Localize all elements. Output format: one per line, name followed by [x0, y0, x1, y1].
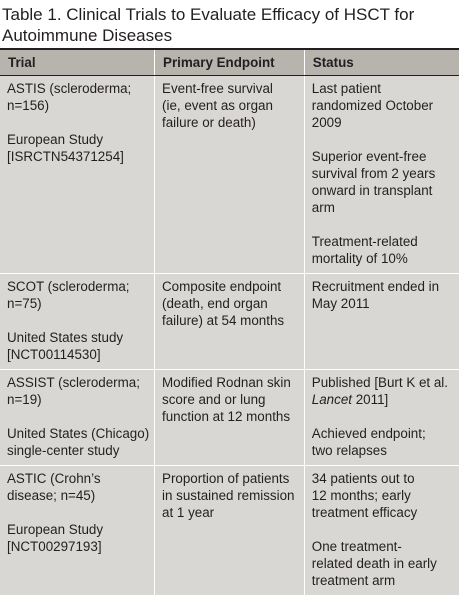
table-row-astic: [0, 466, 459, 596]
header-status: Status: [304, 49, 459, 76]
table-row-astis: [0, 76, 459, 274]
trial-description: [NCT00114530]: [7, 347, 101, 362]
endpoint-text: (ie, event as organ: [162, 98, 273, 113]
endpoint-text: in sustained remission: [162, 488, 295, 503]
endpoint-text: Proportion of patients: [162, 471, 290, 486]
cell-endpoint: [155, 76, 305, 274]
cell-status: [304, 370, 459, 466]
status-text: [312, 391, 455, 408]
status-text: related death in early: [311, 556, 437, 571]
status-text: randomized October: [311, 98, 434, 113]
status-text: Last patient: [311, 81, 382, 96]
trial-description: [ISRCTN54371254]: [7, 149, 124, 164]
cell-status: [304, 466, 459, 596]
cell-status: [304, 274, 459, 370]
status-text: Treatment-related: [311, 234, 418, 249]
endpoint-text: Composite endpoint: [162, 279, 282, 294]
endpoint-text: failure or death): [162, 115, 256, 130]
endpoint-text: Modified Rodnan skin: [162, 375, 291, 390]
endpoint-text: (death, end organ: [162, 296, 268, 311]
trial-name: ASSIST (scleroderma;: [7, 375, 140, 390]
cell-trial: [0, 370, 155, 466]
trial-description: United States (Chicago): [7, 426, 150, 441]
table-title: [0, 4, 459, 46]
status-text: two relapses: [311, 443, 387, 458]
cell-endpoint: [155, 274, 305, 370]
header-trial: Trial: [0, 49, 155, 76]
trial-name: n=75): [7, 296, 42, 311]
cell-trial: [0, 274, 155, 370]
cell-trial: [0, 466, 155, 596]
trial-name: n=156): [7, 98, 50, 113]
table-header-row: [0, 49, 459, 76]
status-text: 34 patients out to: [311, 471, 415, 486]
status-text: treatment efficacy: [311, 505, 418, 520]
endpoint-text: at 1 year: [162, 505, 215, 520]
trial-name: SCOT (scleroderma;: [7, 279, 130, 294]
status-text: Superior event-free: [311, 149, 427, 164]
status-text: onward in transplant arm: [311, 183, 433, 215]
trial-description: European Study: [7, 522, 104, 537]
status-text: mortality of 10%: [311, 251, 408, 266]
status-text: survival from 2 years: [311, 166, 436, 181]
trial-description: European Study: [7, 132, 104, 147]
cell-status: [304, 76, 459, 274]
trial-name: ASTIS (scleroderma;: [7, 81, 132, 96]
trial-description: United States study: [7, 330, 124, 345]
endpoint-text: function at 12 months: [162, 409, 291, 424]
table-row-scot: [0, 274, 459, 370]
journal-name: Lancet: [311, 392, 352, 407]
table-title-line-1: Table 1. Clinical Trials to Evaluate Efficacy of HSCT for: [2, 5, 415, 24]
status-text: 12 months; early: [311, 488, 411, 503]
endpoint-text: failure) at 54 months: [162, 313, 285, 328]
cell-endpoint: [155, 466, 305, 596]
status-text: One treatment-: [311, 539, 402, 554]
status-text: Recruitment ended in: [311, 279, 440, 294]
trial-name: ASTIC (Crohn’s: [7, 471, 101, 486]
status-text: May 2011: [311, 296, 370, 311]
cell-trial: [0, 76, 155, 274]
trial-description: [NCT00297193]: [7, 539, 102, 554]
header-primary-endpoint: Primary Endpoint: [155, 49, 305, 76]
status-text: Achieved endpoint;: [311, 426, 426, 441]
status-text: Published [Burt K et al.: [311, 375, 448, 390]
citation-year: 2011]: [352, 392, 389, 407]
endpoint-text: score and or lung: [162, 392, 266, 407]
status-text: treatment arm: [311, 573, 396, 588]
trial-name: n=19): [7, 392, 42, 407]
trial-description: single-center study: [7, 443, 120, 458]
endpoint-text: Event-free survival: [162, 81, 273, 96]
table-title-line-2: Autoimmune Diseases: [2, 26, 173, 45]
status-text: 2009: [311, 115, 342, 130]
table-row-assist: [0, 370, 459, 466]
trial-name: disease; n=45): [7, 488, 96, 503]
clinical-trials-table: [0, 48, 459, 596]
cell-endpoint: [155, 370, 305, 466]
